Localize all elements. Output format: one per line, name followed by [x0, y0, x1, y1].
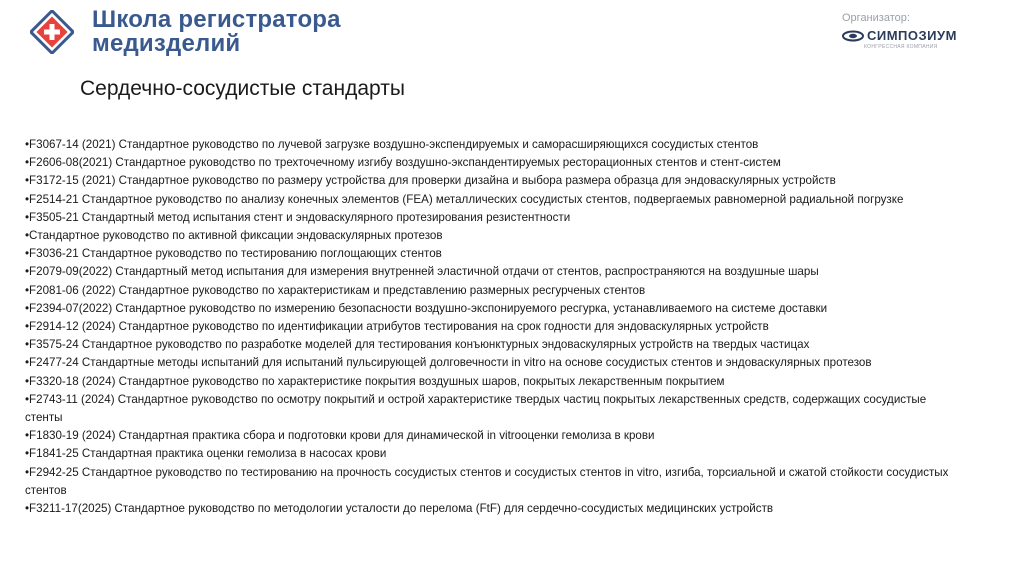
standard-item: •F3036-21 Стандартное руководство по тестированию поглощающих стентов [25, 247, 442, 261]
organizer-brand [842, 28, 957, 43]
standard-item: •F3172-15 (2021) Стандартное руководство по размеру устройства для проверки дизайна и выбора размера образца для эндоваскулярных устройств [25, 174, 836, 188]
school-title-line2: медизделий [92, 30, 241, 57]
standard-item: •F2394-07(2022) Стандартное руководство по измерению безопасности воздушно-экспонируемого ресгурка, устанавливаемого на системе доставки [25, 301, 828, 315]
organizer-label: Организатор: [842, 12, 910, 24]
school-title [92, 8, 341, 56]
organizer-subtitle: КОНГРЕССНАЯ КОМПАНИЯ [864, 44, 938, 50]
standard-item: •F1841-25 Стандартная практика оценки гемолиза в насосах крови [25, 447, 387, 461]
standards-list [25, 136, 960, 518]
standard-item: •F2606-08(2021) Стандартное руководство по трехточечному изгибу воздушно-экспандентируемых ресторационных стентов и стент-систем [25, 156, 781, 170]
page-title: Сердечно-сосудистые стандарты [80, 77, 405, 100]
standard-item: •F3320-18 (2024) Стандартное руководство по характеристике покрытия воздушных шаров, покрытых лекарственным покрытием [25, 374, 725, 388]
standard-item: •F2477-24 Стандартные методы испытаний для испытаний пульсирующей долговечности in vitro на основе сосудистых стентов и эндоваскулярных протезов [25, 356, 872, 370]
standard-item: •F2914-12 (2024) Стандартное руководство по идентификации атрибутов тестирования на срок годности для эндоваскулярных устройств [25, 320, 769, 334]
standard-item: •F2079-09(2022) Стандартный метод испытания для измерения внутренней эластичной отдачи от стентов, распространяются на воздушные шары [25, 265, 819, 279]
standard-item: •F3067-14 (2021) Стандартное руководство по лучевой загрузке воздушно-экспендируемых и саморасширяющихся сосудистых стентов [25, 138, 759, 151]
standard-item: •F2081-06 (2022) Стандартное руководство по характеристикам и представлению размерных ресгурченых стентов [25, 283, 646, 297]
organizer-name: СИМПОЗИУМ [867, 28, 957, 43]
school-title-line1: Школа регистратора [92, 6, 341, 33]
standard-item: •F3505-21 Стандартный метод испытания стент и эндоваскулярного протезирования резистентности [25, 210, 571, 224]
standard-item: •F2514-21 Стандартное руководство по анализу конечных элементов (FEA) металлических сосудистых стентов, подвергаемых равномерной радиальной погрузке [25, 192, 904, 206]
standard-item: •F3575-24 Стандартное руководство по разработке моделей для тестирования конъюнктурных эндоваскулярных устройств на твердых частицах [25, 338, 810, 352]
medical-cross-logo-icon [30, 10, 74, 54]
standard-item: •F1830-19 (2024) Стандартная практика сбора и подготовки крови для динамической in vitroоценки гемолиза в крови [25, 429, 655, 443]
standard-item: •Стандартное руководство по активной фиксации эндоваскулярных протезов [25, 229, 443, 243]
header [0, 0, 1024, 64]
symposium-swoosh-icon [842, 29, 864, 43]
standard-item: •F2743-11 (2024) Стандартное руководство по осмотру покрытий и острой характеристике твердых частиц покрытых лекарственных средств, содержащих сосудистые стенты [25, 392, 927, 425]
standard-item: •F3211-17(2025) Стандартное руководство по методологии усталости до перелома (FtF) для сердечно-сосудистых медицинских устройств [25, 502, 774, 516]
standard-item: •F2942-25 Стандартное руководство по тестированию на прочность сосудистых стентов и сосудистых стентов in vitro, изгиба, торсиальной и сжатой стойкости сосудистых стентов [25, 465, 949, 497]
